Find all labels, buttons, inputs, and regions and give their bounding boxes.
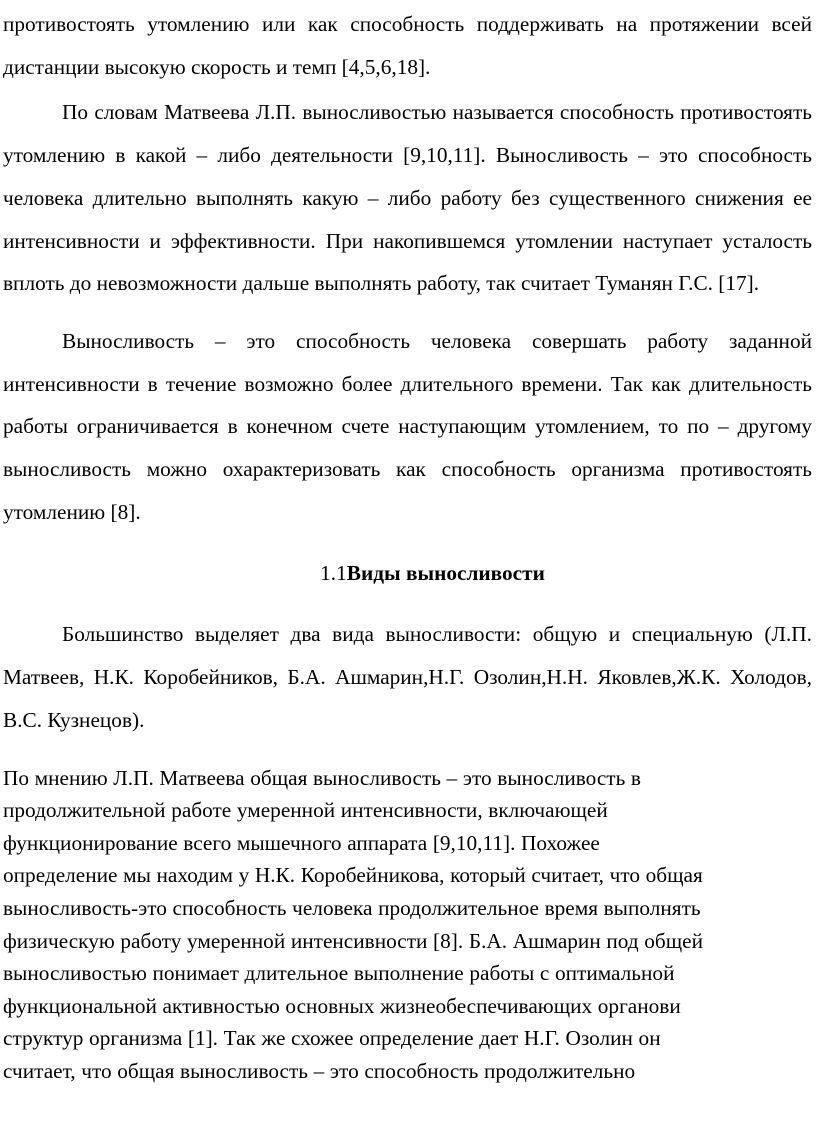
section-heading [3,552,812,594]
text-line: структур организма [1]. Так же схожее определение дает Н.Г. Озолин он [3,1026,661,1051]
text-line: считает, что общая выносливость – это способность продолжительно [3,1058,636,1083]
text-line: функциональной активностью основных жизнеобеспечивающих органови [3,993,681,1018]
text-line: физическую работу умеренной интенсивности [8]. Б.А. Ашмарин под общей [3,928,703,953]
paragraph-endurance-definition: Выносливость – это способность человека совершать работу заданной интенсивности в течение возможно более длительного времени. Так как длительность работы ограничивается в конечном счете наступающим утомлением, то по – другому выносливость можно охарактеризовать как способность организма противостоять утомлению [8]. [3,328,812,524]
text-line: продолжительной работе умеренной интенсивности, включающей [3,798,608,823]
text-line: функционирование всего мышечного аппарата [9,10,11]. Похожее [3,830,600,855]
section-title: Виды выносливости [346,561,545,586]
text-line: По мнению Л.П. Матвеева общая выносливость – это выносливость в [3,765,641,790]
text-line: выносливостью понимает длительное выполнение работы с оптимальной [3,961,675,986]
text-line: определение мы находим у Н.К. Коробейникова, который считает, что общая [3,863,703,888]
paragraph-types-of-endurance: Большинство выделяет два вида выносливости: общую и специальную (Л.П. Матвеев, Н.К. Коробейников, Б.А. Ашмарин,Н.Г. Озолин,Н.Н. Яковлев,Ж.К. Холодов, В.С. Кузнецов). [3,622,812,732]
paragraph-matveev-definition: По словам Матвеева Л.П. выносливостью называется способность противостоять утомлению в какой – либо деятельности [9,10,11]. Выносливость – это способность человека длительно выполнять какую – либо работу без существенного снижения ее интенсивности и эффективности. При накопившемся утомлении наступает усталость вплоть до невозможности дальше выполнять работу, так считает Туманян Г.С. [17]. [3,100,812,296]
section-number: 1.1 [320,561,347,586]
paragraph-continuation: противостоять утомлению или как способность поддерживать на протяжении всей дистанции высокую скорость и темп [4,5,6,18]. [3,12,812,79]
paragraph-general-endurance [3,762,812,1088]
text-line: выносливость-это способность человека продолжительное время выполнять [3,895,701,920]
